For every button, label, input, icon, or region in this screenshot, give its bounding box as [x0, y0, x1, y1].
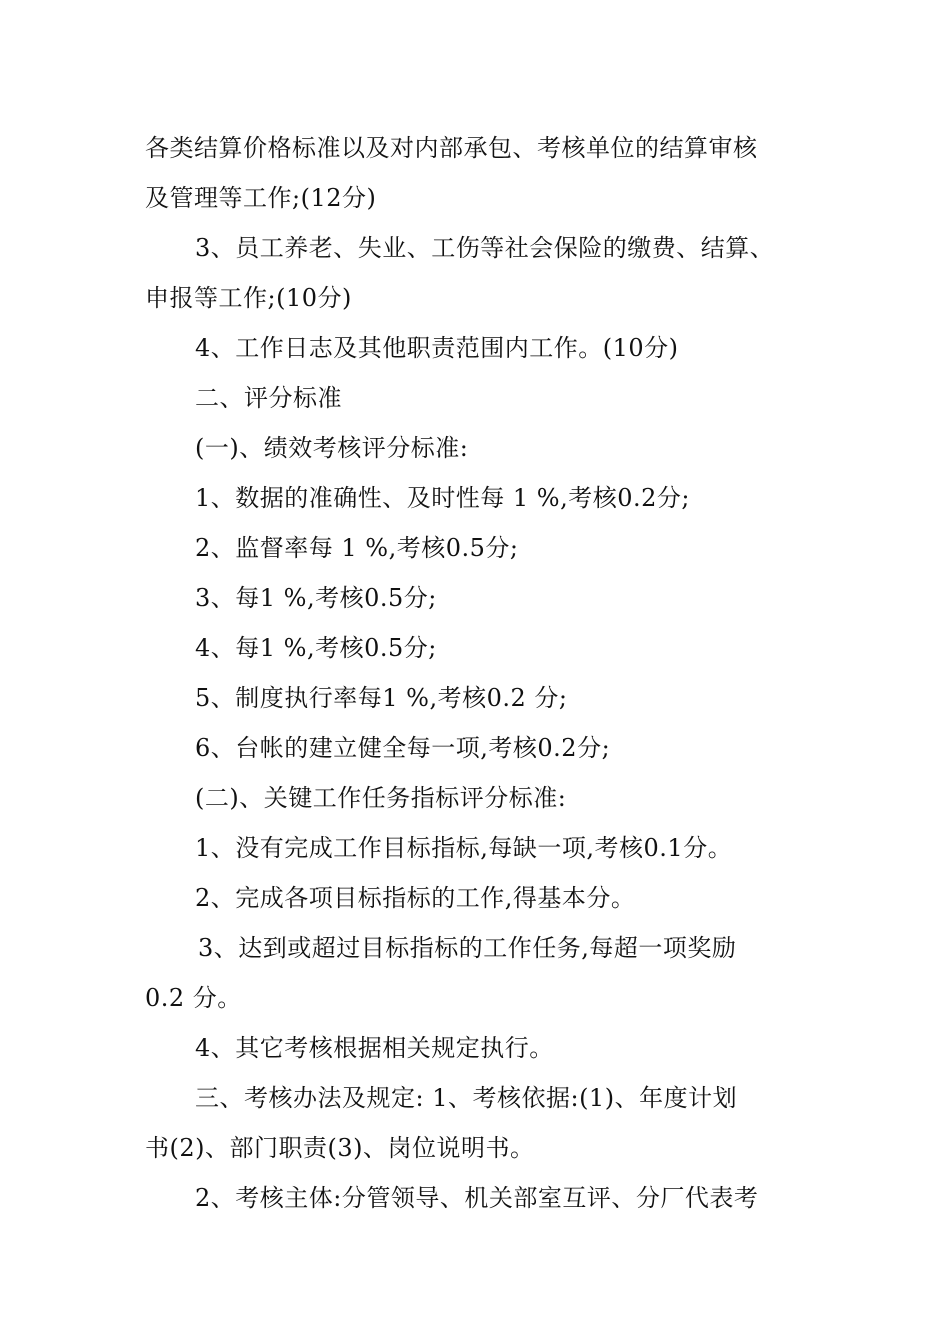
text-line-22: 2、考核主体:分管领导、机关部室互评、分厂代表考: [195, 1184, 759, 1212]
text-line-1: 各类结算价格标准以及对内部承包、考核单位的结算审核: [145, 134, 758, 162]
text-line-19: 4、其它考核根据相关规定执行。: [195, 1034, 554, 1062]
text-line-8: 1、数据的准确性、及时性每 1 %,考核0.2分;: [195, 484, 690, 512]
section-heading-2: 二、评分标准: [195, 384, 342, 412]
text-line-2: 及管理等工作;(12分): [145, 184, 377, 212]
text-line-11: 4、每1 %,考核0.5分;: [195, 634, 437, 662]
text-line-3: 3、员工养老、失业、工伤等社会保险的缴费、结算、: [195, 234, 775, 262]
text-line-12: 5、制度执行率每1 %,考核0.2 分;: [195, 684, 568, 712]
text-line-17: 3、达到或超过目标指标的工作任务,每超一项奖励: [198, 934, 737, 962]
text-line-18: 0.2 分。: [145, 984, 242, 1012]
text-line-13: 6、台帐的建立健全每一项,考核0.2分;: [195, 734, 611, 762]
text-line-15: 1、没有完成工作目标指标,每缺一项,考核0.1分。: [195, 834, 733, 862]
subsection-heading-2: (二)、关键工作任务指标评分标准:: [195, 784, 567, 812]
text-line-5: 4、工作日志及其他职责范围内工作。(10分): [195, 334, 679, 362]
text-line-10: 3、每1 %,考核0.5分;: [195, 584, 437, 612]
section-heading-3: 三、考核办法及规定: 1、考核依据:(1)、年度计划: [195, 1084, 738, 1112]
subsection-heading-1: (一)、绩效考核评分标准:: [195, 434, 469, 462]
text-line-16: 2、完成各项目标指标的工作,得基本分。: [195, 884, 636, 912]
text-line-4: 申报等工作;(10分): [145, 284, 352, 312]
text-line-9: 2、监督率每 1 %,考核0.5分;: [195, 534, 519, 562]
text-line-21: 书(2)、部门职责(3)、岗位说明书。: [145, 1134, 535, 1162]
